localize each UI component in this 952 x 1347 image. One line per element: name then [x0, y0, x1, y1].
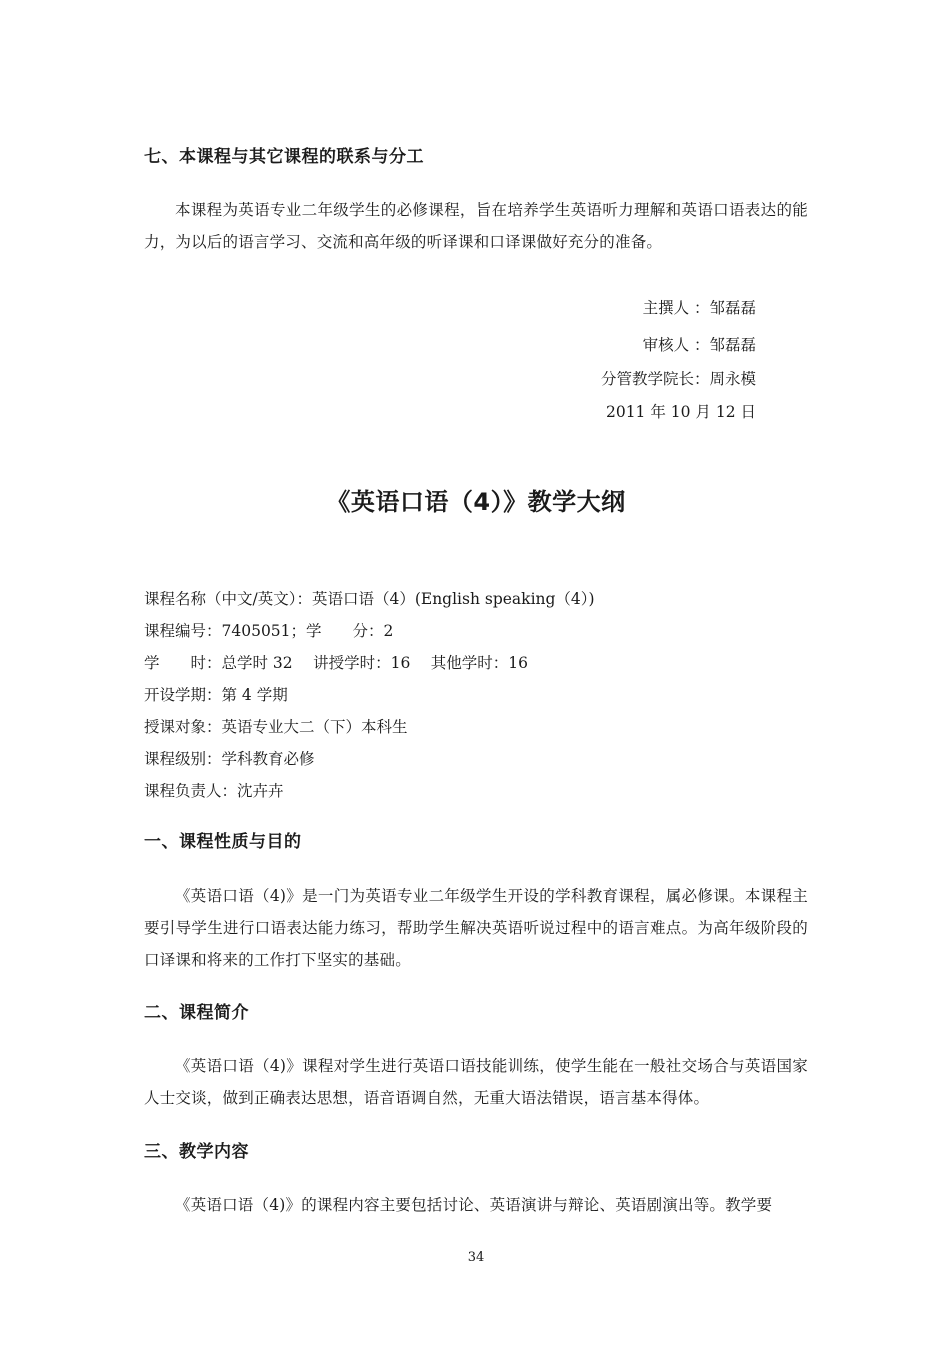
course-info-code: 课程编号：7405051；学 分：2 — [144, 622, 394, 640]
section-2-heading: 二、课程简介 — [144, 1003, 249, 1023]
course-info-audience: 授课对象：英语专业大二（下）本科生 — [144, 718, 408, 736]
course-info-instructor: 课程负责人：沈卉卉 — [144, 782, 284, 800]
section-2-paragraph: 《英语口语（4)》课程对学生进行英语口语技能训练，使学生能在一般社交场合与英语国家人士交谈，做到正确表达思想，语音语调自然，无重大语法错误，语言基本得体。 — [144, 1057, 808, 1107]
signature-date: 2011 年 10 月 12 日 — [605, 403, 756, 421]
syllabus-title: 《英语口语（4）》教学大纲 — [326, 488, 626, 516]
section-3-paragraph: 《英语口语（4)》的课程内容主要包括讨论、英语演讲与辩论、英语剧演出等。教学要 — [175, 1196, 773, 1214]
course-info-level: 课程级别：学科教育必修 — [144, 750, 315, 768]
signature-dean: 分管教学院长：周永模 — [600, 370, 756, 388]
signature-author: 主撰人 ：邹磊磊 — [642, 299, 756, 317]
signature-reviewer: 审核人 ：邹磊磊 — [642, 336, 756, 354]
section-1-heading: 一、课程性质与目的 — [144, 832, 302, 852]
section-3-heading: 三、教学内容 — [144, 1142, 249, 1162]
section-1-paragraph: 《英语口语（4)》是一门为英语专业二年级学生开设的学科教育课程，属必修课。本课程主要引导学生进行口语表达能力练习，帮助学生解决英语听说过程中的语言难点。为高年级阶段的口译课和将来的工作打下坚实的基础。 — [144, 887, 808, 969]
course-info-hours: 学 时：总学时 32 讲授学时：16 其他学时：16 — [144, 654, 528, 672]
section-7-heading: 七、本课程与其它课程的联系与分工 — [144, 147, 424, 167]
section-7-paragraph: 本课程为英语专业二年级学生的必修课程，旨在培养学生英语听力理解和英语口语表达的能力，为以后的语言学习、交流和高年级的听译课和口译课做好充分的准备。 — [144, 201, 808, 251]
page-number: 34 — [467, 1250, 485, 1265]
course-info-name: 课程名称（中文/英文）：英语口语（4）(English speaking（4）) — [144, 590, 595, 608]
course-info-semester: 开设学期：第 4 学期 — [144, 686, 288, 704]
